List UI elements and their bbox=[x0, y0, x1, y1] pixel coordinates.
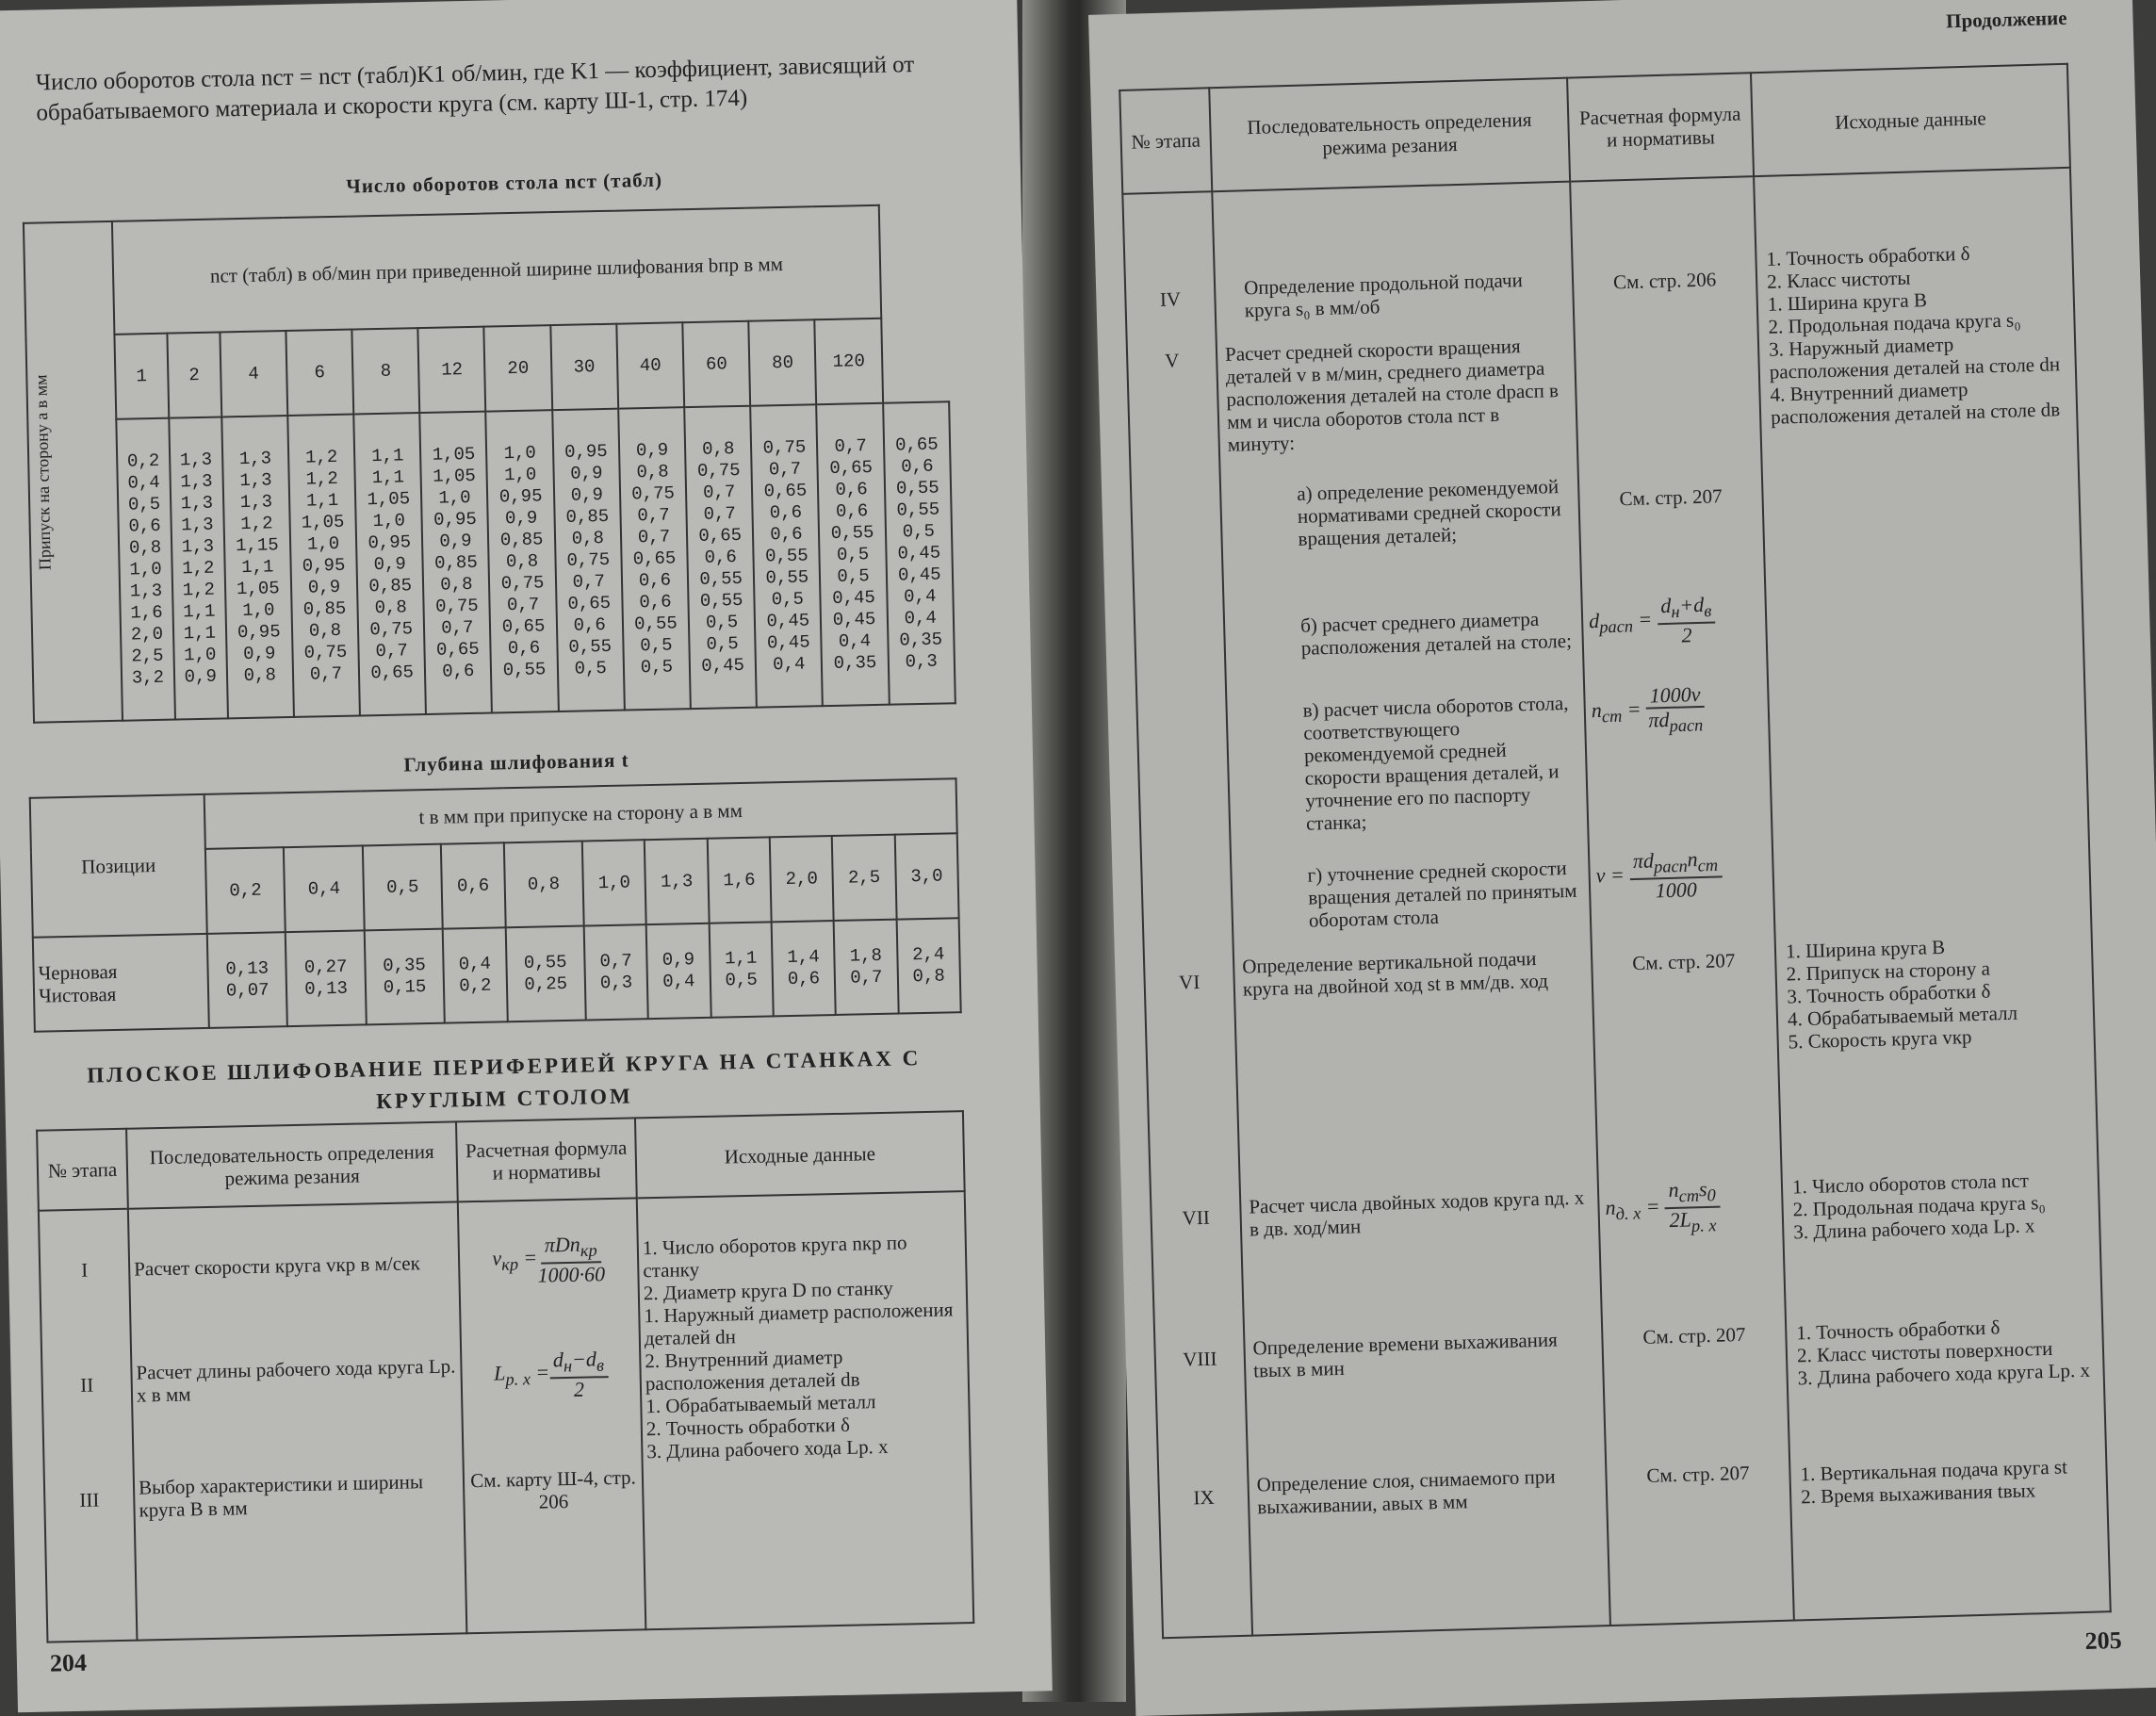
formula-v: v = $\frac{\pi d_{расп}n_{ст}}{1000}$ bbox=[1595, 847, 1723, 904]
rpm-cell: 1,05 bbox=[432, 443, 476, 466]
rpm-cell: 0,5 bbox=[705, 611, 739, 633]
seq-IV: Определение продольной подачи круга s₀ в мм/об bbox=[1243, 269, 1524, 322]
rpm-cell: 0,9 bbox=[307, 576, 341, 598]
allowance-value: 0,5 bbox=[127, 493, 161, 515]
stage-IV: IV bbox=[1159, 287, 1182, 311]
rpm-data-row bbox=[27, 401, 955, 722]
depth-cell-0 bbox=[207, 932, 287, 1028]
rpm-cell: 0,9 bbox=[184, 665, 218, 687]
stage-IX: IX bbox=[1193, 1485, 1215, 1510]
rpm-cell: 1,1 bbox=[305, 489, 339, 512]
rpm-cell: 1,05 bbox=[367, 487, 411, 510]
stage-VIII: VIII bbox=[1182, 1347, 1217, 1371]
initial-data-left: 1. Число оборотов круга nкр по станку 2. Диаметр круга D по станку 1. Наружный диаметр расположения деталей dн 2. Внутренний диаметр расположения деталей dв 1. Обрабатываемый металл 2. Точность обработки δ 3. Длина рабочего хода Lр. х bbox=[637, 1191, 974, 1629]
page-number-left: 204 bbox=[49, 1648, 88, 1677]
rpm-cell: 0,35 bbox=[899, 629, 943, 650]
right-page bbox=[1088, 0, 2156, 1716]
depth-finish: 0,13 bbox=[304, 977, 349, 1000]
width-header-4: 8 bbox=[351, 328, 419, 414]
depth-allowance-9: 2,5 bbox=[832, 835, 896, 921]
rpm-cell: 0,5 bbox=[836, 543, 870, 565]
depth-cell-1 bbox=[286, 930, 366, 1026]
depth-group-header: t в мм при припуске на сторону а в мм bbox=[204, 778, 957, 849]
rpm-cell: 0,5 bbox=[771, 588, 805, 610]
depth-data-row bbox=[33, 918, 961, 1032]
rpm-cell: 1,3 bbox=[239, 490, 273, 513]
position-labels: Черновая Чистовая bbox=[33, 934, 209, 1032]
rpm-column-1 bbox=[221, 416, 294, 718]
rpm-cell: 0,6 bbox=[507, 636, 541, 659]
rpm-cell: 0,45 bbox=[766, 630, 810, 653]
depth-allowance-3: 0,6 bbox=[441, 842, 505, 928]
rpm-cell: 0,6 bbox=[638, 569, 672, 591]
rpm-cell: 0,5 bbox=[574, 657, 608, 679]
rpm-cell: 1,15 bbox=[235, 533, 279, 556]
seq-Va: а) определение рекомендуемой нормативами средней скорости вращения деталей; bbox=[1296, 475, 1561, 550]
rpm-cell: 0,75 bbox=[631, 482, 676, 504]
rpm-cell: 1,2 bbox=[305, 467, 338, 490]
rpm-cell: 0,85 bbox=[499, 528, 544, 550]
header-formula-right: Расчетная формула и нормативы bbox=[1567, 73, 1754, 181]
sequence-col bbox=[1212, 182, 1610, 1636]
rpm-cell: 0,55 bbox=[699, 567, 743, 590]
rpm-cell: 0,8 bbox=[374, 596, 408, 618]
rpm-cell: 1,3 bbox=[239, 468, 272, 491]
stage-I: I bbox=[80, 1258, 89, 1282]
width-header-6: 20 bbox=[484, 325, 552, 411]
depth-cell-6 bbox=[646, 923, 710, 1019]
table1-caption: Число оборотов стола nст (табл) bbox=[346, 168, 663, 198]
rpm-column-11 bbox=[883, 401, 956, 704]
seq-Vd: г) уточнение средней скорости вращения деталей по принятым оборотам стола bbox=[1307, 857, 1577, 932]
table2-caption: Глубина шлифования t bbox=[403, 748, 629, 776]
rpm-cell: 0,7 bbox=[834, 434, 867, 457]
rpm-cell: 0,45 bbox=[897, 564, 941, 585]
data-VIII: 1. Точность обработки δ 2. Класс чистоты поверхности 3. Длина рабочего хода круга Lр. х bbox=[1796, 1316, 2091, 1390]
rpm-cell: 0,65 bbox=[698, 524, 743, 547]
data-IV-V: 1. Точность обработки δ 2. Класс чистоты 1. Ширина круга B 2. Продольная подача круга s₀ 3. Наружный диаметр расположения деталей на столе dн 4. Внутренний диаметр расположения деталей на столе dв bbox=[1766, 241, 2061, 429]
page-number-right: 205 bbox=[2084, 1626, 2122, 1655]
rpm-cell: 1,05 bbox=[301, 511, 345, 533]
depth-finish: 0,3 bbox=[599, 972, 633, 994]
rpm-cell: 0,5 bbox=[640, 656, 674, 678]
allowance-value: 0,8 bbox=[128, 536, 162, 559]
rpm-cell: 1,3 bbox=[181, 514, 214, 535]
depth-cell-8 bbox=[772, 921, 836, 1016]
depth-cell-3 bbox=[443, 927, 507, 1022]
rpm-cell: 0,6 bbox=[835, 499, 869, 522]
table-cutting-mode-left bbox=[36, 1110, 974, 1643]
rpm-cell: 1,0 bbox=[438, 486, 471, 509]
depth-rough: 0,55 bbox=[523, 951, 567, 973]
rpm-cell: 1,0 bbox=[503, 441, 537, 464]
depth-finish: 0,15 bbox=[383, 976, 427, 999]
rpm-cell: 0,4 bbox=[772, 653, 806, 675]
rpm-cell: 1,3 bbox=[180, 492, 214, 514]
intro-text: Число оборотов стола nст = nст (табл)K1 об/мин, где K1 — коэффициент, зависящий от обрабатываемого материала и скорости круга (см. карту Ш-1, стр. 174) bbox=[35, 51, 915, 126]
ref-Va: См. стр. 207 bbox=[1619, 484, 1723, 511]
rpm-cell: 0,65 bbox=[435, 638, 480, 661]
rpm-cell: 0,75 bbox=[762, 435, 807, 458]
depth-cell-5 bbox=[584, 924, 648, 1020]
positions-header: Позиции bbox=[30, 794, 207, 938]
depth-rough: 0,9 bbox=[662, 949, 695, 971]
rpm-column-10 bbox=[817, 403, 890, 706]
allowance-value: 3,2 bbox=[131, 666, 165, 689]
rpm-cell: 0,6 bbox=[639, 591, 672, 613]
rpm-cell: 1,2 bbox=[240, 512, 273, 534]
rpm-cell: 0,8 bbox=[308, 619, 342, 642]
allowance-value: 1,6 bbox=[130, 601, 163, 624]
allowance-value: 2,0 bbox=[130, 623, 164, 646]
rpm-cell: 0,8 bbox=[440, 573, 473, 596]
data-IX: 1. Вертикальная подача круга st 2. Время выхаживания tвых bbox=[1800, 1455, 2068, 1509]
rpm-cell: 0,6 bbox=[573, 613, 607, 636]
rpm-cell: 0,7 bbox=[637, 526, 671, 547]
allowance-value: 1,0 bbox=[129, 558, 162, 580]
rpm-column-0 bbox=[169, 417, 228, 719]
rpm-column-4 bbox=[420, 412, 493, 714]
depth-cell-2 bbox=[365, 929, 445, 1025]
formula-lrx: $L_{р. х}$ = $\frac{d_н-d_в}{2}$ bbox=[465, 1316, 637, 1435]
rpm-column-2 bbox=[287, 415, 360, 717]
depth-rough: 0,35 bbox=[382, 955, 427, 977]
rpm-cell: 0,45 bbox=[832, 608, 876, 630]
rpm-cell: 0,85 bbox=[433, 551, 478, 574]
rpm-cell: 0,6 bbox=[835, 478, 868, 500]
rpm-cell: 1,3 bbox=[238, 447, 272, 469]
depth-finish: 0,25 bbox=[524, 972, 568, 995]
rpm-cell: 0,8 bbox=[636, 461, 669, 482]
rpm-cell: 0,6 bbox=[770, 523, 803, 545]
rpm-cell: 0,7 bbox=[768, 458, 802, 480]
width-header-9: 60 bbox=[682, 321, 750, 407]
depth-allowance-4: 0,8 bbox=[503, 842, 583, 928]
depth-rough: 0,13 bbox=[225, 957, 270, 980]
rpm-cell: 1,2 bbox=[182, 579, 216, 600]
allowance-header bbox=[24, 221, 122, 723]
rpm-cell: 1,2 bbox=[304, 446, 338, 468]
width-header-1: 2 bbox=[167, 332, 221, 417]
allowance-value: 0,2 bbox=[126, 449, 160, 472]
rpm-cell: 0,65 bbox=[763, 479, 808, 501]
rpm-cell: 0,9 bbox=[504, 506, 538, 529]
depth-allowance-5: 1,0 bbox=[582, 840, 646, 925]
rpm-cell: 0,4 bbox=[904, 607, 938, 629]
ref-VI: См. стр. 207 bbox=[1631, 949, 1736, 975]
rpm-cell: 0,65 bbox=[894, 433, 939, 456]
rpm-cell: 0,45 bbox=[897, 542, 941, 564]
rpm-cell: 0,55 bbox=[896, 498, 940, 520]
rpm-cell: 0,5 bbox=[837, 564, 870, 587]
width-header-2: 4 bbox=[220, 331, 287, 417]
header-sequence: Последовательность определения режима резания bbox=[126, 1121, 458, 1208]
width-header-10: 80 bbox=[749, 319, 817, 405]
rpm-cell: 0,4 bbox=[838, 629, 872, 652]
formula-nst: $n_{ст}$ = $\frac{1000v}{\pi d_{расп}}$ bbox=[1591, 681, 1704, 736]
rpm-cell: 0,9 bbox=[570, 483, 604, 506]
depth-finish: 0,4 bbox=[662, 971, 695, 992]
rpm-cell: 1,3 bbox=[179, 449, 213, 470]
rpm-cell: 0,75 bbox=[434, 595, 479, 617]
rpm-cell: 0,7 bbox=[441, 616, 474, 639]
ref-IX: См. стр. 207 bbox=[1646, 1461, 1750, 1487]
rpm-cell: 0,45 bbox=[701, 654, 745, 677]
ref-VIII: См. стр. 207 bbox=[1642, 1322, 1746, 1348]
rpm-cell: 0,55 bbox=[830, 521, 874, 544]
rpm-cell: 0,55 bbox=[699, 589, 743, 612]
rpm-cell: 0,8 bbox=[505, 549, 539, 572]
depth-allowance-7: 1,6 bbox=[707, 837, 771, 923]
rpm-cell: 0,7 bbox=[309, 662, 343, 685]
rpm-cell: 0,7 bbox=[572, 570, 606, 593]
rpm-cell: 0,6 bbox=[901, 455, 934, 477]
stage-VI: VI bbox=[1178, 970, 1200, 994]
rpm-cell: 0,7 bbox=[506, 593, 540, 615]
rpm-cell: 0,7 bbox=[702, 481, 736, 503]
rpm-cell: 1,1 bbox=[241, 555, 274, 578]
rpm-cell: 0,55 bbox=[633, 612, 678, 634]
rpm-cell: 1,3 bbox=[180, 470, 213, 492]
table-grinding-depth bbox=[29, 777, 962, 1033]
depth-finish: 0,8 bbox=[912, 965, 946, 988]
rpm-cell: 0,55 bbox=[568, 635, 612, 658]
stage-VII: VII bbox=[1182, 1205, 1211, 1230]
rpm-cell: 0,6 bbox=[769, 501, 803, 523]
stage-II: II bbox=[80, 1373, 94, 1397]
depth-rough: 1,4 bbox=[787, 946, 820, 969]
width-header-8: 40 bbox=[616, 322, 684, 408]
stage-V: V bbox=[1164, 349, 1180, 372]
rpm-cell: 0,75 bbox=[303, 641, 348, 663]
rpm-cell: 1,0 bbox=[183, 644, 217, 665]
depth-cell-9 bbox=[834, 920, 898, 1015]
rpm-cell: 1,05 bbox=[236, 577, 280, 599]
depth-finish: 0,07 bbox=[225, 979, 270, 1002]
rpm-cell: 0,5 bbox=[902, 520, 936, 542]
rpm-cell: 0,6 bbox=[704, 546, 738, 568]
rpm-cell: 0,95 bbox=[498, 484, 543, 507]
rpm-cell: 0,8 bbox=[571, 527, 605, 549]
rpm-cell: 0,9 bbox=[373, 552, 407, 575]
depth-rough: 1,1 bbox=[724, 947, 758, 970]
depth-rough: 1,8 bbox=[849, 944, 883, 967]
rpm-cell: 0,65 bbox=[829, 456, 874, 479]
depth-allowance-10: 3,0 bbox=[894, 833, 958, 919]
depth-finish: 0,2 bbox=[459, 974, 492, 997]
rpm-column-9 bbox=[750, 404, 823, 707]
rpm-cell: 0,95 bbox=[564, 440, 608, 463]
rpm-cell: 1,0 bbox=[241, 598, 275, 621]
rpm-cell: 0,65 bbox=[567, 592, 612, 614]
initial-data-col bbox=[1754, 168, 2111, 1621]
width-header-7: 30 bbox=[550, 324, 618, 410]
seq-I: Расчет скорости круга vкр в м/сек bbox=[133, 1251, 421, 1281]
rpm-column-7 bbox=[618, 407, 691, 710]
allowance-values bbox=[116, 418, 175, 721]
seq-II: Расчет длины рабочего хода круга Lр. х в мм bbox=[136, 1354, 456, 1407]
seq-VII: Расчет числа двойных ходов круга nд. х в дв. ход/мин bbox=[1249, 1185, 1585, 1241]
depth-rough: 2,4 bbox=[911, 943, 945, 966]
rpm-cell: 0,95 bbox=[302, 554, 346, 577]
formula-ndx: $n_{д. х}$ = $\frac{n_{ст}s_0}{2L_{р. х}}$ bbox=[1605, 1178, 1721, 1240]
rpm-cell: 0,7 bbox=[703, 502, 737, 525]
table-table-rpm bbox=[23, 203, 956, 723]
seq-III: Выбор характеристики и ширины круга B в мм bbox=[138, 1470, 424, 1522]
rpm-cell: 0,85 bbox=[302, 597, 347, 620]
depth-allowance-0: 0,2 bbox=[205, 847, 286, 934]
rpm-cell: 0,5 bbox=[640, 634, 673, 656]
formula-drasp: $d_{расп}$ = $\frac{d_н+d_в}{2}$ bbox=[1588, 593, 1716, 649]
seq-IX: Определение слоя, снимаемого при выхаживании, aвых в мм bbox=[1256, 1464, 1556, 1519]
rpm-cell: 0,85 bbox=[565, 505, 610, 528]
rpm-cell: 0,9 bbox=[242, 642, 276, 664]
data-VI: 1. Ширина круга B 2. Припуск на сторону a 3. Точность обработки δ 4. Обрабатываемый металл 5. Скорость круга vкр bbox=[1785, 935, 2018, 1054]
rpm-cell: 0,3 bbox=[905, 650, 939, 672]
continued-label: Продолжение bbox=[1945, 6, 2067, 33]
rpm-cell: 0,9 bbox=[439, 530, 472, 552]
rpm-cell: 0,45 bbox=[766, 609, 810, 631]
rpm-cell: 1,2 bbox=[182, 557, 215, 579]
depth-finish: 0,7 bbox=[849, 966, 883, 989]
rpm-cell: 1,1 bbox=[183, 622, 217, 644]
rpm-cell: 0,55 bbox=[765, 565, 809, 588]
seq-VIII: Определение времени выхаживания tвых в мин bbox=[1252, 1328, 1559, 1382]
allowance-value: 2,5 bbox=[131, 645, 164, 667]
rpm-cell: 0,7 bbox=[375, 639, 409, 662]
rpm-cell: 0,55 bbox=[764, 544, 808, 566]
section-heading: ПЛОСКОЕ ШЛИФОВАНИЕ ПЕРИФЕРИЕЙ КРУГА НА СТАНКАХ С КРУГЛЫМ СТОЛОМ bbox=[87, 1046, 922, 1114]
allowance-value: 0,4 bbox=[127, 471, 160, 494]
depth-finish: 0,6 bbox=[787, 968, 821, 990]
header-sequence-right: Последовательность определения режима резания bbox=[1209, 78, 1570, 192]
allowance-value: 0,6 bbox=[128, 515, 161, 537]
depth-finish: 0,5 bbox=[725, 969, 759, 991]
header-initial-data-right: Исходные данные bbox=[1751, 64, 2070, 176]
header-stage-no: № этапа bbox=[37, 1129, 128, 1211]
rpm-cell: 0,55 bbox=[502, 658, 547, 680]
width-header-11: 120 bbox=[815, 319, 883, 404]
left-page bbox=[0, 0, 1053, 1712]
rpm-cell: 0,95 bbox=[368, 531, 412, 553]
rpm-group-header: nст (табл) в об/мин при приведенной ширине шлифования bпр в мм bbox=[112, 205, 881, 335]
rpm-cell: 0,45 bbox=[831, 586, 876, 609]
rpm-column-8 bbox=[684, 406, 757, 709]
rpm-cell: 0,6 bbox=[442, 660, 475, 682]
rpm-cell: 0,35 bbox=[833, 651, 877, 674]
table-cutting-mode-right bbox=[1119, 63, 2112, 1640]
formula-vkr: $v_{кр}$ = $\frac{\pi Dn_{кр}}{1000\cdot 60}$ bbox=[492, 1232, 606, 1287]
seq-V: Расчет средней скорости вращения деталей v в м/мин, среднего диаметра расположения деталей на столе dрасп в мм и числа оборотов стола nст в минуту: bbox=[1224, 335, 1560, 456]
rpm-cell: 0,75 bbox=[696, 459, 741, 482]
depth-cell-10 bbox=[896, 918, 960, 1013]
rpm-cell: 0,95 bbox=[433, 508, 478, 531]
depth-cell-4 bbox=[505, 926, 585, 1022]
rpm-cell: 0,75 bbox=[500, 571, 545, 594]
rpm-cell: 0,65 bbox=[370, 661, 415, 683]
header-initial-data: Исходные данные bbox=[635, 1111, 965, 1198]
depth-allowance-2: 0,5 bbox=[363, 844, 443, 931]
rpm-cell: 0,8 bbox=[701, 437, 735, 460]
rpm-cell: 0,9 bbox=[635, 439, 669, 461]
width-header-5: 12 bbox=[418, 327, 486, 413]
rpm-column-5 bbox=[486, 410, 559, 712]
rpm-cell: 0,8 bbox=[243, 663, 277, 686]
depth-rough: 0,4 bbox=[458, 953, 492, 975]
rpm-cell: 0,75 bbox=[369, 617, 414, 640]
rpm-column-6 bbox=[552, 409, 625, 711]
rpm-cell: 1,05 bbox=[432, 465, 477, 487]
seq-VI: Определение вертикальной подачи круга на двойной ход st в мм/дв. ход bbox=[1241, 946, 1549, 1001]
rpm-cell: 0,9 bbox=[570, 462, 603, 484]
formula-III-ref: См. карту Ш-4, стр. 206 bbox=[469, 1465, 636, 1513]
rpm-cell: 0,4 bbox=[903, 585, 937, 607]
allowance-value: 1,3 bbox=[129, 580, 163, 602]
rpm-cell: 0,5 bbox=[706, 632, 739, 655]
header-formula: Расчетная формула и нормативы bbox=[456, 1118, 637, 1201]
rpm-cell: 0,85 bbox=[368, 574, 413, 597]
rpm-cell: 0,7 bbox=[637, 504, 670, 526]
depth-allowance-1: 0,4 bbox=[284, 845, 364, 932]
rpm-cell: 0,75 bbox=[566, 548, 611, 571]
rpm-cell: 1,0 bbox=[306, 532, 340, 555]
rpm-cell: 1,0 bbox=[503, 463, 537, 485]
header-stage-no-right: № этапа bbox=[1119, 88, 1212, 194]
rpm-cell: 1,1 bbox=[371, 466, 405, 488]
rpm-cell: 1,1 bbox=[371, 444, 404, 466]
rpm-cell: 1,1 bbox=[182, 600, 216, 622]
rpm-cell: 0,65 bbox=[501, 614, 546, 637]
depth-cell-7 bbox=[709, 922, 773, 1017]
depth-rough: 0,27 bbox=[303, 956, 348, 978]
rpm-cell: 0,65 bbox=[632, 547, 677, 569]
depth-rough: 0,7 bbox=[599, 950, 632, 972]
rpm-cell: 1,0 bbox=[372, 509, 406, 531]
rpm-cell: 0,95 bbox=[237, 620, 281, 643]
width-header-0: 1 bbox=[114, 334, 169, 419]
rpm-cell: 1,3 bbox=[181, 535, 215, 557]
stage-III: III bbox=[79, 1488, 100, 1512]
depth-allowance-8: 2,0 bbox=[770, 836, 834, 922]
width-header-3: 6 bbox=[286, 330, 353, 416]
rpm-column-3 bbox=[353, 413, 426, 715]
seq-Vc: в) расчет числа оборотов стола, соответствующего рекомендуемой средней скорости вращения деталей, и уточнение его по паспорту станка; bbox=[1302, 691, 1569, 835]
ref-IV: См. стр. 206 bbox=[1612, 268, 1717, 294]
seq-Vb: б) расчет среднего диаметра расположения деталей на столе; bbox=[1299, 607, 1573, 660]
depth-allowance-6: 1,3 bbox=[645, 839, 709, 924]
allowance-header-text: Припуск на сторону а в мм bbox=[31, 374, 55, 571]
data-VII: 1. Число оборотов стола nст 2. Продольная подача круга s₀ 3. Длина рабочего хода Lр. х bbox=[1791, 1169, 2046, 1244]
rpm-cell: 0,55 bbox=[895, 477, 939, 498]
